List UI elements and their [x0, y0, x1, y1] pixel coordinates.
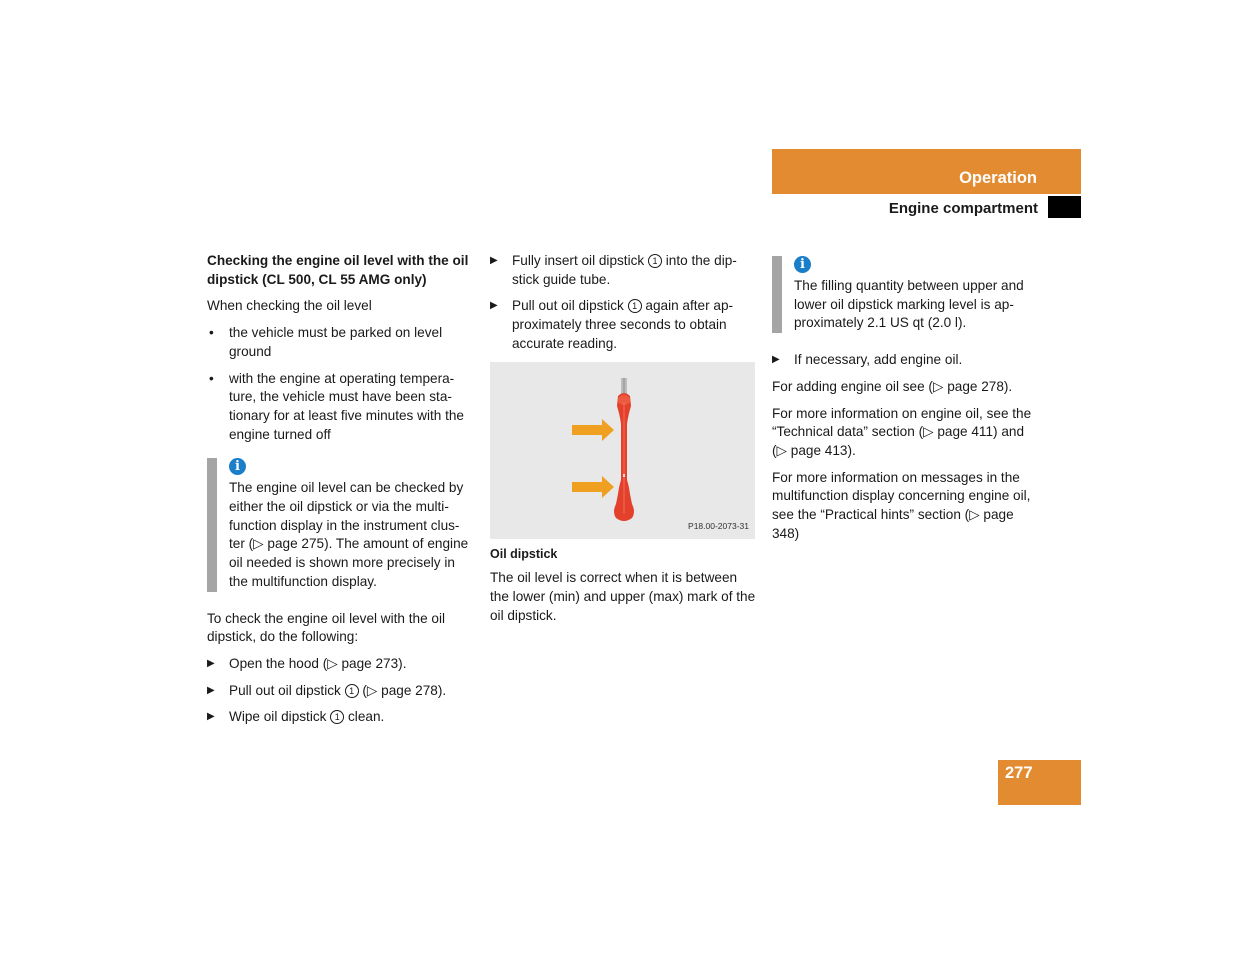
step-pull-out-dipstick: ▶ Pull out oil dipstick 1 (▷ page 278).: [207, 682, 475, 701]
step-pull-out-again: ▶ Pull out oil dipstick 1 again after ap-proximately three seconds to obtain accurate reading.: [490, 298, 734, 351]
circled-number-icon: 1: [345, 684, 359, 698]
triangle-right-icon: ▶: [207, 657, 215, 669]
info-icon: i: [794, 256, 811, 273]
section-heading: Checking the engine oil level with the oil dipstick (CL 500, CL 55 AMG only): [207, 253, 469, 287]
oil-level-text: The oil level is correct when it is between the lower (min) and upper (max) mark of the oil dipstick.: [490, 570, 756, 623]
section-tab-marker: [1048, 196, 1081, 218]
triangle-right-icon: ▶: [207, 711, 215, 723]
column-right: [772, 252, 1040, 551]
info-note: [772, 256, 1040, 333]
list-item: • with the engine at operating tempera-ture, the vehicle must have been sta-tionary for at least five minutes with the engine turned off: [209, 370, 464, 442]
step-add-oil: ▶ If necessary, add engine oil.: [772, 351, 1040, 370]
dipstick-figure: [490, 362, 755, 539]
page-number-box: [998, 760, 1081, 805]
list-item: • the vehicle must be parked on level ground: [209, 325, 443, 359]
condition-list: [207, 324, 475, 444]
figure-caption: Oil dipstick: [490, 546, 558, 561]
instruction-text: To check the engine oil level with the oil dipstick, do the following:: [207, 610, 446, 645]
triangle-right-icon: ▶: [772, 354, 780, 366]
triangle-right-icon: ▶: [490, 255, 498, 266]
intro-text: When checking the oil level: [207, 298, 372, 314]
paragraph-practical-hints: For more information on messages in the multifunction display concerning engine oil, see the “Practical hints” section (▷ page 348): [772, 469, 1031, 541]
column-left: [207, 252, 475, 735]
lower-mark-arrow-icon: [572, 476, 614, 498]
column-middle: [490, 252, 756, 633]
step-wipe-dipstick: ▶ Wipe oil dipstick 1 clean.: [207, 708, 475, 727]
section-header-bar: [772, 149, 1081, 194]
circled-number-icon: 1: [648, 254, 662, 268]
subsection-title: Engine compartment: [888, 200, 1038, 217]
bullet-icon: •: [209, 325, 214, 341]
info-note: [207, 458, 475, 591]
page-number: 277: [1005, 764, 1033, 782]
paragraph-adding-oil: For adding engine oil see (▷ page 278).: [772, 378, 1013, 394]
info-text: The engine oil level can be checked by either the oil dipstick or via the multi-function display in the instrument clus-ter (▷ page 275). The amount of engine oil needed is shown more precisely in the multifunction display.: [229, 480, 469, 589]
triangle-right-icon: ▶: [490, 300, 498, 312]
step-insert-dipstick: ▶ Fully insert oil dipstick 1 into the dip-stick guide tube.: [490, 253, 737, 287]
dipstick-illustration: [490, 362, 755, 539]
paragraph-technical-data: For more information on engine oil, see the “Technical data” section (▷ page 411) and (▷ page 413).: [772, 405, 1032, 458]
circled-number-icon: 1: [330, 710, 344, 724]
triangle-right-icon: ▶: [207, 684, 215, 696]
upper-mark-arrow-icon: [572, 419, 614, 441]
figure-code: P18.00-2073-31: [688, 520, 749, 531]
circled-number-icon: 1: [628, 299, 642, 313]
info-icon: i: [229, 458, 246, 475]
section-title: Operation: [959, 168, 1037, 187]
step-open-hood: ▶ Open the hood (▷ page 273).: [207, 655, 475, 674]
bullet-icon: •: [209, 370, 214, 386]
info-text: The filling quantity between upper and lower oil dipstick marking level is ap-proximately 2.1 US qt (2.0 l).: [794, 278, 1024, 331]
